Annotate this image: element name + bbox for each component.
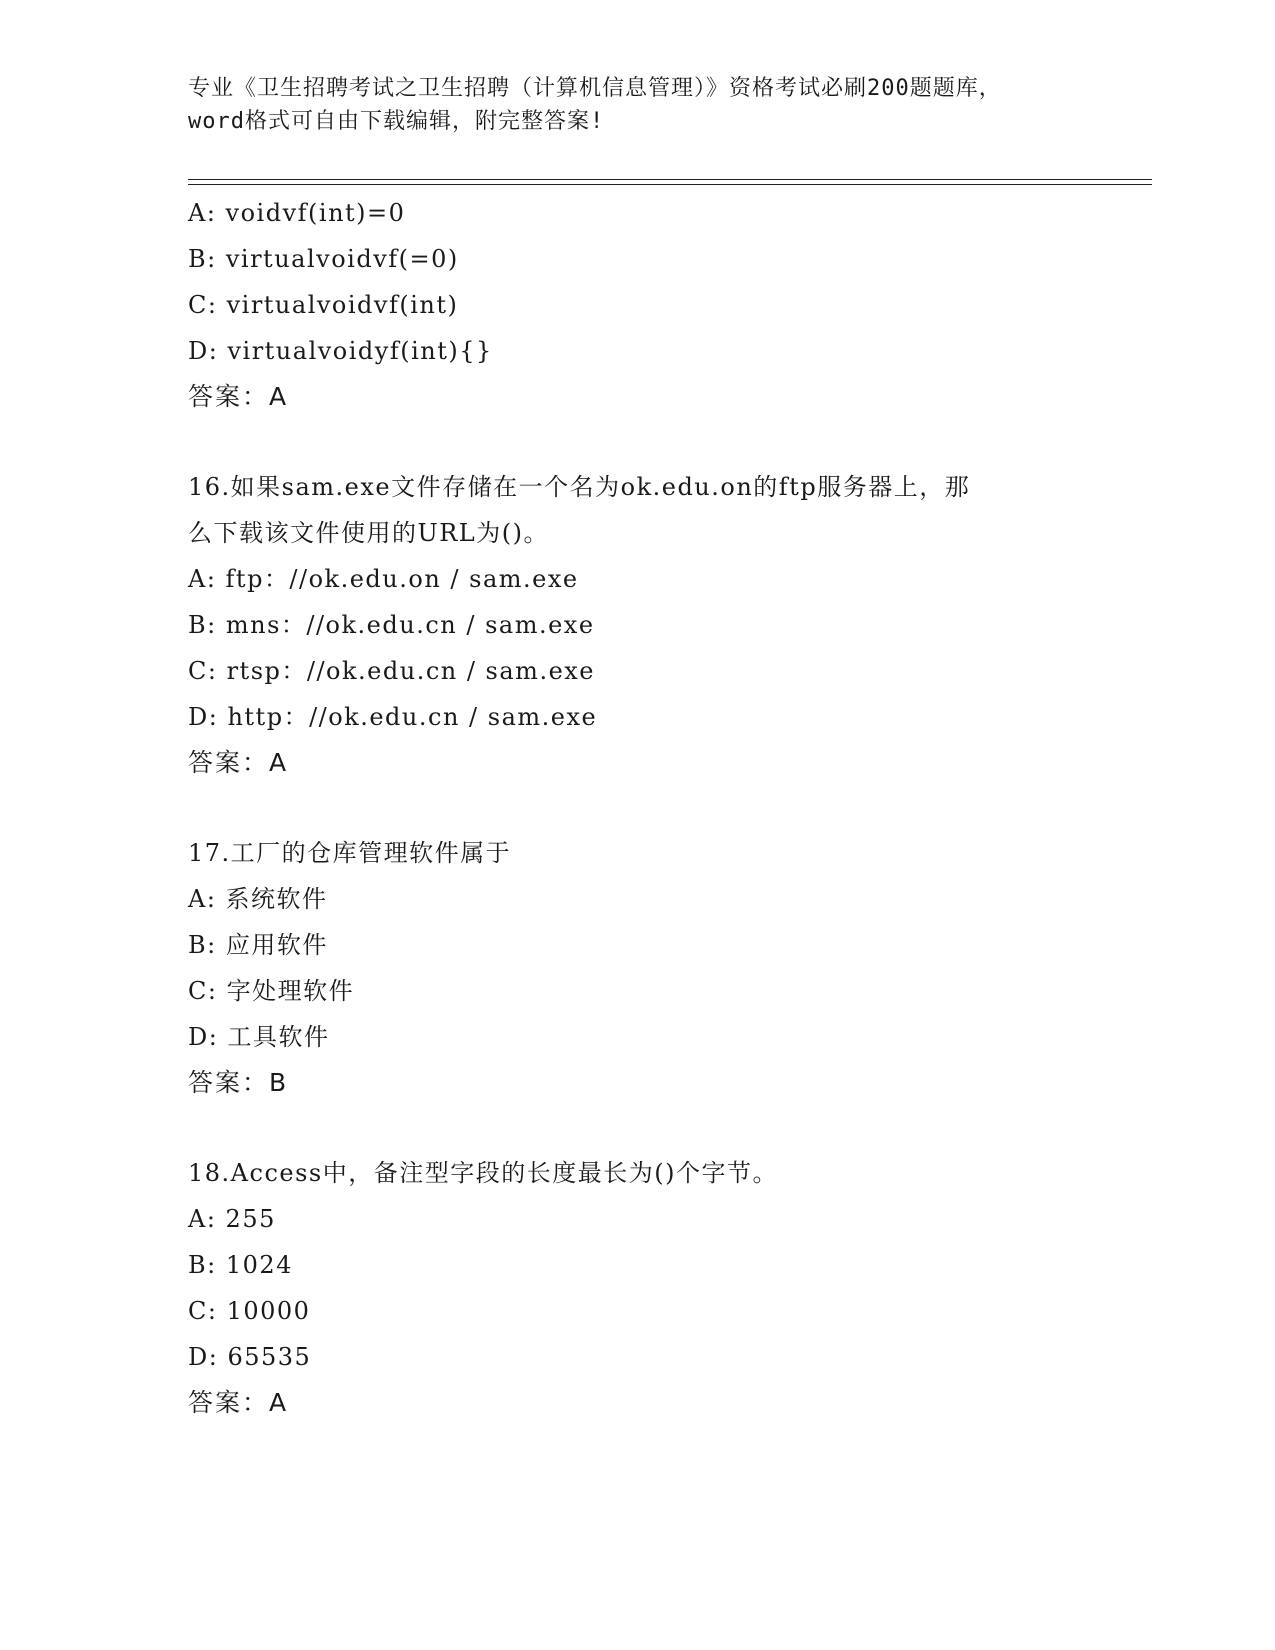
answer: 答案：B: [188, 1068, 289, 1097]
option-b: B: 应用软件: [188, 931, 328, 959]
option-d: D: 工具软件: [188, 1023, 330, 1051]
option-a: A: ftp：//ok.edu.on / sam.exe: [188, 565, 579, 593]
document-body: [188, 190, 1088, 1426]
answer: 答案：A: [188, 382, 289, 411]
header-divider-top: [188, 179, 1152, 180]
question-stem: 18.Access中，备注型字段的长度最长为()个字节。: [188, 1159, 778, 1187]
document-header: [188, 72, 1088, 138]
question-stem-continued: 么下载该文件使用的URL为()。: [188, 519, 549, 547]
question-15-fragment: [188, 190, 1088, 420]
option-d: D: virtualvoidyf(int){}: [188, 337, 493, 365]
option-b: B: virtualvoidvf(=0): [188, 245, 459, 273]
option-c: C: rtsp：//ok.edu.cn / sam.exe: [188, 657, 596, 685]
option-c: C: 字处理软件: [188, 977, 355, 1005]
option-d: D: 65535: [188, 1343, 312, 1371]
option-a: A: 255: [188, 1205, 276, 1233]
header-line-2: word格式可自由下载编辑，附完整答案!: [188, 109, 605, 134]
question-17: [188, 830, 1088, 1106]
question-16: [188, 464, 1088, 786]
option-c: C: virtualvoidvf(int): [188, 291, 459, 319]
option-b: B: mns：//ok.edu.cn / sam.exe: [188, 611, 595, 639]
question-stem: 16.如果sam.exe文件存储在一个名为ok.edu.on的ftp服务器上，那: [188, 473, 971, 501]
option-d: D: http：//ok.edu.cn / sam.exe: [188, 703, 598, 731]
question-stem: 17.工厂的仓库管理软件属于: [188, 839, 512, 867]
answer: 答案：A: [188, 748, 289, 777]
header-line-1: 专业《卫生招聘考试之卫生招聘（计算机信息管理）》资格考试必刷200题题库，: [188, 76, 1002, 101]
answer: 答案：A: [188, 1388, 289, 1417]
header-divider-bottom: [188, 184, 1152, 185]
option-a: A: voidvf(int)=0: [188, 199, 406, 227]
option-a: A: 系统软件: [188, 885, 328, 913]
option-c: C: 10000: [188, 1297, 311, 1325]
option-b: B: 1024: [188, 1251, 293, 1279]
question-18: [188, 1150, 1088, 1426]
